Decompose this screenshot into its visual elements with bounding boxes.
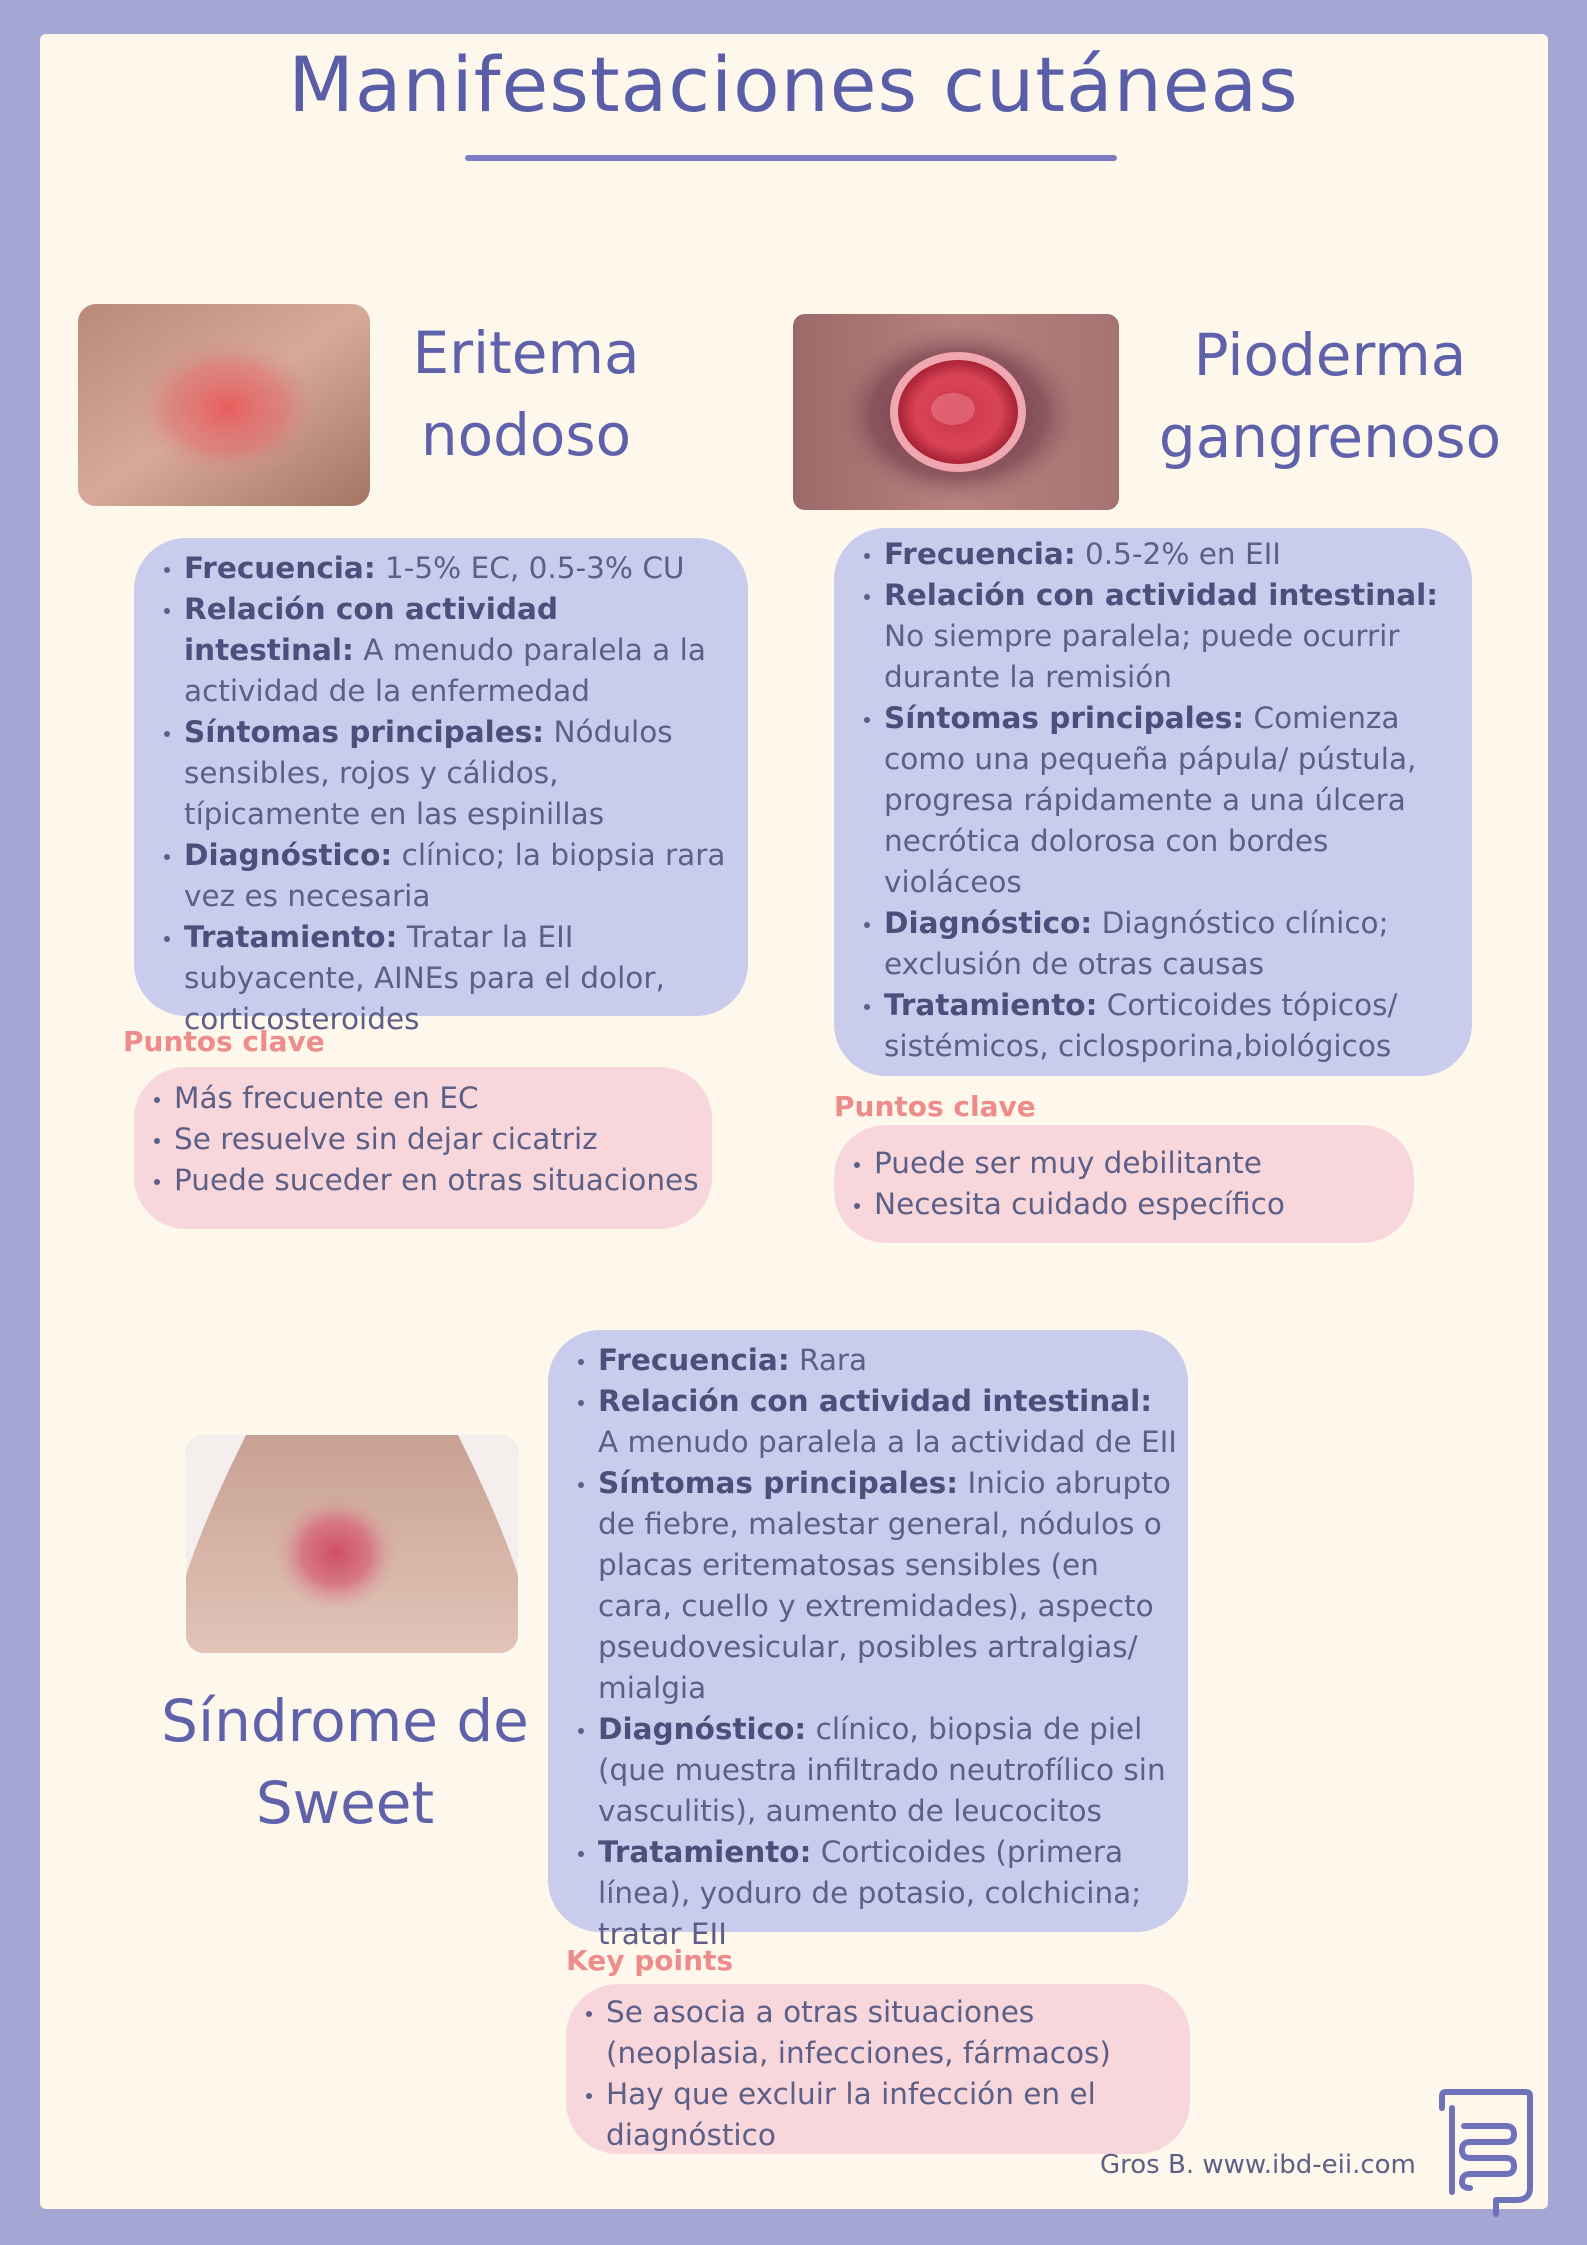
list-item: Tratamiento: Corticoides tópicos/ sistémicos, ciclosporina,biológicos xyxy=(834,985,1458,1067)
intestine-icon xyxy=(1436,2088,1536,2220)
list-item: Relación con actividad intestinal: No siempre paralela; puede ocurrir durante la remisión xyxy=(834,575,1458,698)
list-item: Diagnóstico: clínico, biopsia de piel (que muestra infiltrado neutrofílico sin vasculitis), aumento de leucocitos xyxy=(548,1709,1178,1832)
section-title-sindrome-de-sweet: Síndrome de Sweet xyxy=(161,1687,529,1837)
key-points-card-pioderma-gangrenoso xyxy=(834,1125,1414,1243)
list-item: Frecuencia: 1-5% EC, 0.5-3% CU xyxy=(134,548,730,589)
key-points-card-sindrome-de-sweet xyxy=(566,1984,1190,2154)
list-item: Frecuencia: Rara xyxy=(548,1340,1178,1381)
sweet-syndrome-photo xyxy=(186,1435,518,1653)
list-item: Diagnóstico: Diagnóstico clínico; exclusión de otras causas xyxy=(834,903,1458,985)
info-card-eritema-nodoso xyxy=(134,538,748,1036)
section-title-eritema-nodoso: Eritema nodoso xyxy=(412,319,640,469)
list-item: Tratamiento: Corticoides (primera línea), yoduro de potasio, colchicina; tratar EII xyxy=(548,1832,1178,1955)
list-item: Síntomas principales: Nódulos sensibles, rojos y cálidos, típicamente en las espinillas xyxy=(134,712,730,835)
list-item: Se asocia a otras situaciones (neoplasia, infecciones, fármacos) xyxy=(566,1992,1176,2074)
list-item: Síntomas principales: Inicio abrupto de fiebre, malestar general, nódulos o placas eritematosas sensibles (en cara, cuello y extremidades), aspecto pseudovesicular, posibles artralgias/ mialgia xyxy=(548,1463,1178,1709)
erythema-nodosum-photo xyxy=(78,304,370,506)
section-title-pioderma-gangrenoso: Pioderma gangrenoso xyxy=(1158,321,1502,471)
pyoderma-gangrenosum-photo xyxy=(793,314,1119,510)
list-item: Hay que excluir la infección en el diagnóstico xyxy=(566,2074,1176,2156)
list-item: Puede suceder en otras situaciones xyxy=(134,1160,700,1201)
key-points-label: Puntos clave xyxy=(123,1025,325,1058)
info-card-pioderma-gangrenoso xyxy=(834,528,1472,1076)
list-item: Síntomas principales: Comienza como una pequeña pápula/ pústula, progresa rápidamente a una úlcera necrótica dolorosa con bordes violáceos xyxy=(834,698,1458,903)
title-underline xyxy=(465,155,1117,161)
list-item: Tratamiento: Tratar la EII subyacente, AINEs para el dolor, corticosteroides xyxy=(134,917,730,1040)
list-item: Relación con actividad intestinal: A menudo paralela a la actividad de EII xyxy=(548,1381,1178,1463)
list-item: Diagnóstico: clínico; la biopsia rara vez es necesaria xyxy=(134,835,730,917)
key-points-label: Puntos clave xyxy=(834,1090,1036,1123)
key-points-label: Key points xyxy=(566,1944,734,1977)
info-card-sindrome-de-sweet xyxy=(548,1330,1188,1951)
page-title: Manifestaciones cutáneas xyxy=(288,40,1299,129)
list-item: Frecuencia: 0.5-2% en EII xyxy=(834,534,1458,575)
list-item: Se resuelve sin dejar cicatriz xyxy=(134,1119,700,1160)
list-item: Necesita cuidado específico xyxy=(834,1184,1402,1225)
list-item: Relación con actividad intestinal: A menudo paralela a la actividad de la enfermedad xyxy=(134,589,730,712)
list-item: Puede ser muy debilitante xyxy=(834,1143,1402,1184)
footer-credit: Gros B. www.ibd-eii.com xyxy=(1100,2150,1416,2180)
key-points-card-eritema-nodoso xyxy=(134,1067,712,1229)
list-item: Más frecuente en EC xyxy=(134,1078,700,1119)
